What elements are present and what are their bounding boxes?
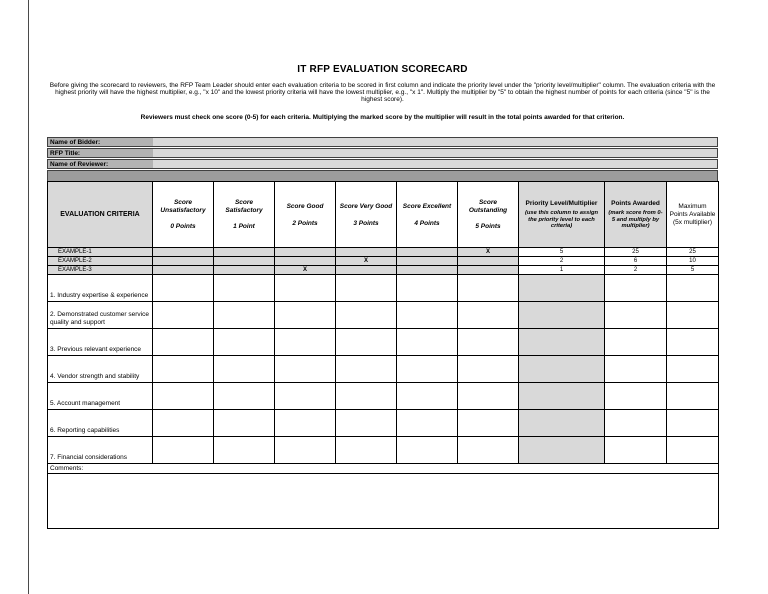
max-points-cell: 5 <box>667 266 719 275</box>
score-cell[interactable] <box>153 329 214 356</box>
score-cell: X <box>275 266 336 275</box>
score-cell[interactable] <box>458 410 519 437</box>
criteria-header: EVALUATION CRITERIA <box>48 182 153 248</box>
points-awarded-cell[interactable] <box>605 437 667 464</box>
separator-band <box>47 170 718 181</box>
priority-header-note: (use this column to assign the priority level to each criteria) <box>524 210 599 230</box>
score-cell <box>397 257 458 266</box>
score-cell[interactable] <box>397 329 458 356</box>
score-cell: X <box>458 248 519 257</box>
score-points: 0 Points <box>170 223 196 231</box>
document-page <box>47 64 718 529</box>
bidder-input[interactable] <box>153 138 717 146</box>
score-cell <box>275 248 336 257</box>
table-row-criteria-7 <box>48 437 719 464</box>
reviewer-input[interactable] <box>153 160 717 168</box>
score-title: Score Very Good <box>339 203 393 211</box>
rfp-title-row <box>47 148 718 158</box>
score-cell[interactable] <box>397 437 458 464</box>
score-points: 4 Points <box>414 219 440 227</box>
criteria-label: 1. Industry expertise & experience <box>48 275 153 302</box>
page-title: IT RFP EVALUATION SCORECARD <box>297 64 468 75</box>
score-cell <box>336 248 397 257</box>
points-awarded-cell[interactable] <box>605 329 667 356</box>
criteria-label: 7. Financial considerations <box>48 437 153 464</box>
priority-cell[interactable] <box>519 383 605 410</box>
score-cell[interactable] <box>336 410 397 437</box>
score-cell[interactable] <box>214 383 275 410</box>
score-cell[interactable] <box>336 329 397 356</box>
table-row-example-2 <box>48 257 719 266</box>
score-cell <box>397 266 458 275</box>
criteria-label: 5. Account management <box>48 383 153 410</box>
score-cell[interactable] <box>458 329 519 356</box>
score-cell[interactable] <box>153 302 214 329</box>
example-label: EXAMPLE-3 <box>48 266 153 275</box>
points-awarded-header <box>605 182 667 248</box>
score-cell[interactable] <box>397 410 458 437</box>
max-points-cell[interactable] <box>667 383 719 410</box>
score-cell <box>458 257 519 266</box>
score-cell <box>336 266 397 275</box>
score-cell: X <box>336 257 397 266</box>
comments-label: Comments: <box>48 464 719 474</box>
score-cell[interactable] <box>275 437 336 464</box>
score-header-unsatisfactory <box>153 182 214 248</box>
score-cell[interactable] <box>397 356 458 383</box>
max-points-note: (5x multiplier) <box>672 218 712 226</box>
score-header-satisfactory <box>214 182 275 248</box>
table-row-criteria-1 <box>48 275 719 302</box>
score-cell[interactable] <box>336 356 397 383</box>
table-row-example-3 <box>48 266 719 275</box>
reviewer-instruction: Reviewers must check one score (0-5) for each criteria. Multiplying the marked score by the multiplier will result in the total points awarded for that criterion. <box>140 114 625 122</box>
table-row-criteria-3 <box>48 329 719 356</box>
bidder-row <box>47 137 718 147</box>
points-awarded-cell: 6 <box>605 257 667 266</box>
comments-label-row <box>48 464 719 474</box>
score-cell[interactable] <box>275 329 336 356</box>
score-points: 1 Point <box>233 223 255 231</box>
points-awarded-cell[interactable] <box>605 383 667 410</box>
table-header-row <box>48 182 719 248</box>
score-cell[interactable] <box>336 383 397 410</box>
score-cell[interactable] <box>153 410 214 437</box>
priority-cell[interactable] <box>519 329 605 356</box>
intro-text: Before giving the scorecard to reviewers, the RFP Team Leader should enter each evaluation criteria to be scored in first column and indicate the priority level under the "priority level/multiplier" column. The evaluation criteria with the highest priority will have the highest multiplier, e.g., "x 10" and the lowest priority criteria will have the lowest multiplier, e.g., "x 1". Multiply the multiplier by "5" to obtain the highest number of points for each criteria (since "5" is the highest score). <box>49 82 716 104</box>
score-header-outstanding <box>458 182 519 248</box>
score-cell <box>214 257 275 266</box>
points-awarded-note: (mark score from 0-5 and multiply by multiplier) <box>608 210 663 230</box>
max-points-header <box>667 182 719 248</box>
priority-cell[interactable] <box>519 302 605 329</box>
example-label: EXAMPLE-1 <box>48 248 153 257</box>
score-title: Score Satisfactory <box>225 199 263 214</box>
score-cell[interactable] <box>275 275 336 302</box>
score-title: Score Outstanding <box>468 199 508 214</box>
score-cell <box>153 266 214 275</box>
bidder-label: Name of Bidder: <box>48 138 153 146</box>
max-points-cell[interactable] <box>667 437 719 464</box>
score-cell[interactable] <box>397 275 458 302</box>
score-cell <box>153 257 214 266</box>
score-cell <box>214 266 275 275</box>
score-cell[interactable] <box>458 356 519 383</box>
priority-header <box>519 182 605 248</box>
max-points-cell[interactable] <box>667 410 719 437</box>
score-title: Score Good <box>286 203 324 211</box>
score-header-good <box>275 182 336 248</box>
score-cell[interactable] <box>275 383 336 410</box>
score-title: Score Excellent <box>402 203 452 211</box>
priority-cell: 2 <box>519 257 605 266</box>
priority-cell: 1 <box>519 266 605 275</box>
score-cell <box>397 248 458 257</box>
score-cell[interactable] <box>336 275 397 302</box>
criteria-label: 3. Previous relevant experience <box>48 329 153 356</box>
score-cell[interactable] <box>153 356 214 383</box>
points-awarded-title: Points Awarded <box>611 199 660 207</box>
max-points-cell[interactable] <box>667 302 719 329</box>
priority-header-title: Priority Level/Multiplier <box>525 199 598 207</box>
priority-cell: 5 <box>519 248 605 257</box>
table-row-example-1 <box>48 248 719 257</box>
score-cell[interactable] <box>397 383 458 410</box>
score-points: 3 Points <box>353 219 379 227</box>
score-cell[interactable] <box>458 383 519 410</box>
comments-area-row <box>48 474 719 529</box>
score-cell[interactable] <box>214 410 275 437</box>
score-cell <box>275 257 336 266</box>
max-points-cell[interactable] <box>667 356 719 383</box>
score-header-very-good <box>336 182 397 248</box>
max-points-title: Maximum Points Available <box>669 203 716 219</box>
reviewer-label: Name of Reviewer: <box>48 160 153 168</box>
rfp-title-input[interactable] <box>153 149 717 157</box>
score-cell[interactable] <box>214 302 275 329</box>
max-points-cell[interactable] <box>667 275 719 302</box>
rfp-title-label: RFP Title: <box>48 149 153 157</box>
score-cell[interactable] <box>458 302 519 329</box>
table-row-criteria-5 <box>48 383 719 410</box>
score-cell[interactable] <box>214 437 275 464</box>
score-cell[interactable] <box>275 302 336 329</box>
priority-cell[interactable] <box>519 356 605 383</box>
score-points: 2 Points <box>292 219 318 227</box>
info-fields <box>47 137 718 169</box>
score-cell[interactable] <box>458 437 519 464</box>
score-cell <box>153 248 214 257</box>
score-cell[interactable] <box>153 383 214 410</box>
score-cell[interactable] <box>397 302 458 329</box>
score-cell[interactable] <box>214 329 275 356</box>
points-awarded-cell[interactable] <box>605 356 667 383</box>
score-cell[interactable] <box>153 275 214 302</box>
score-cell[interactable] <box>153 437 214 464</box>
criteria-label: 6. Reporting capabilities <box>48 410 153 437</box>
criteria-label: 4. Vendor strength and stability <box>48 356 153 383</box>
score-title: Score Unsatisfactory <box>160 199 206 214</box>
score-points: 5 Points <box>475 223 501 231</box>
score-cell[interactable] <box>214 275 275 302</box>
points-awarded-cell: 2 <box>605 266 667 275</box>
page-edge-line <box>28 0 29 594</box>
score-cell[interactable] <box>336 302 397 329</box>
max-points-cell[interactable] <box>667 329 719 356</box>
reviewer-row <box>47 159 718 169</box>
table-row-criteria-6 <box>48 410 719 437</box>
score-cell <box>458 266 519 275</box>
score-header-excellent <box>397 182 458 248</box>
score-cell[interactable] <box>336 437 397 464</box>
priority-cell[interactable] <box>519 410 605 437</box>
scorecard-table <box>47 181 719 529</box>
table-row-criteria-2 <box>48 302 719 329</box>
table-row-criteria-4 <box>48 356 719 383</box>
priority-cell[interactable] <box>519 275 605 302</box>
max-points-cell: 25 <box>667 248 719 257</box>
score-cell[interactable] <box>275 410 336 437</box>
score-cell[interactable] <box>458 275 519 302</box>
comments-input-area[interactable] <box>48 474 719 529</box>
priority-cell[interactable] <box>519 437 605 464</box>
points-awarded-cell: 25 <box>605 248 667 257</box>
criteria-label: 2. Demonstrated customer service quality and support <box>48 302 153 329</box>
score-cell[interactable] <box>275 356 336 383</box>
max-points-cell: 10 <box>667 257 719 266</box>
score-cell <box>214 248 275 257</box>
example-label: EXAMPLE-2 <box>48 257 153 266</box>
points-awarded-cell[interactable] <box>605 275 667 302</box>
points-awarded-cell[interactable] <box>605 302 667 329</box>
score-cell[interactable] <box>214 356 275 383</box>
points-awarded-cell[interactable] <box>605 410 667 437</box>
